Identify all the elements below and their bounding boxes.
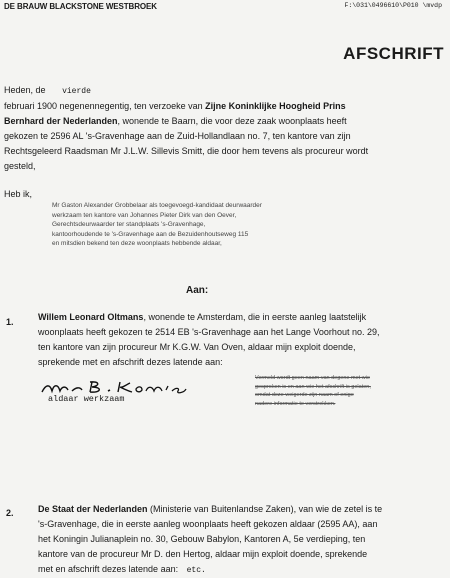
bailiff-block <box>52 201 382 249</box>
addressee-2-name: De Staat der Nederlanden <box>38 504 148 514</box>
afschrift-stamp: AFSCHRIFT <box>343 44 444 63</box>
bailiff-line: kantoorhoudende te 's-Gravenhage aan de Bezuidenhoutseweg 115 <box>52 230 249 238</box>
intro-paragraph <box>4 83 444 174</box>
note-line: nadere informatie te verstrekken. <box>255 400 336 407</box>
firm-name: DE BRAUW BLACKSTONE WESTBROEK <box>4 2 157 11</box>
item-number: 2. <box>6 508 14 518</box>
item-number: 1. <box>6 317 14 327</box>
addressee-1-paragraph: Willem Leonard Oltmans, wonende te Amsterdam, die in eerste aanleg laatstelijk woonplaats heeft gekozen te 2514 EB 's-Gravenhage aan het Lange Voorhout no. 29, ten kantore van zijn procureur Mr K.G.W. Van Oven, aldaar mijn exploit doende, sprekende met en afschrift dezes latende aan: <box>38 312 380 367</box>
intro-line-4: gekozen te 2596 AL 's-Gravenhage aan de Zuid-Hollandlaan no. 7, ten kantore van zijn <box>4 131 351 141</box>
bailiff-line: Gerechtsdeurwaarder ter standplaats 's-Gravenhage, <box>52 221 206 228</box>
note-line: Vermeld wordt geen naam van degene met wie <box>255 375 370 381</box>
struck-note <box>255 374 430 408</box>
etc-typed: etc. <box>186 566 206 575</box>
heb-ik-label: Heb ik, <box>4 189 33 199</box>
intro-line-5: Rechtsgeleerd Raadsman Mr J.L.W. Sillevis Smitt, die door hem tevens als procureur wordt <box>4 146 369 156</box>
requester-name-part2: Bernhard der Nederlanden <box>4 116 118 126</box>
bailiff-line: werkzaam ten kantore van Johannes Pieter Dirk van den Oever, <box>52 211 237 219</box>
note-line: gesproken is en aan wie het afschrift is gelaten, <box>255 383 371 390</box>
intro-line-3: Bernhard der Nederlanden, wonende te Baarn, die voor deze zaak woonplaats heeft <box>4 116 347 126</box>
signature-caption: aldaar werkzaam <box>48 394 125 404</box>
addressee-2-paragraph: De Staat der Nederlanden (Ministerie van Buitenlandse Zaken), van wie de zetel is te 's-Gravenhage, die in eerste aanleg woonplaats heeft gekozen aldaar (2595 AA), aan het Koningin Julianaplein no. 30, Gebouw Babylon, Kantoren A, 5e verdieping, ten kantore van de procureur Mr D. den Hertog, aldaar mijn exploit doende, sprekende met en afschrift dezes latende aan: etc. <box>38 504 383 575</box>
note-line: omdat deze weigerde zijn naam of enige <box>255 392 354 398</box>
bailiff-line: en mitsdien bekend ten deze woonplaats hebbende aldaar, <box>52 240 222 247</box>
reference-number: F:\031\0496610\P010 \mvdp <box>344 2 442 9</box>
bailiff-line: Mr Gaston Alexander Grobbelaar als toegevoegd-kandidaat deurwaarder <box>52 202 262 209</box>
intro-line-6: gesteld, <box>4 161 36 171</box>
addressee-1-name: Willem Leonard Oltmans <box>38 312 144 322</box>
intro-heden: Heden, de <box>4 85 46 95</box>
aan-heading: Aan: <box>186 285 209 296</box>
intro-line-1 <box>4 83 444 99</box>
intro-line-2: februari 1900 negenennegentig, ten verzoeke van Zijne Koninklijke Hoogheid Prins <box>4 101 346 111</box>
requester-name-part1: Zijne Koninklijke Hoogheid Prins <box>205 101 346 111</box>
intro-day-typed: vierde <box>62 87 91 96</box>
